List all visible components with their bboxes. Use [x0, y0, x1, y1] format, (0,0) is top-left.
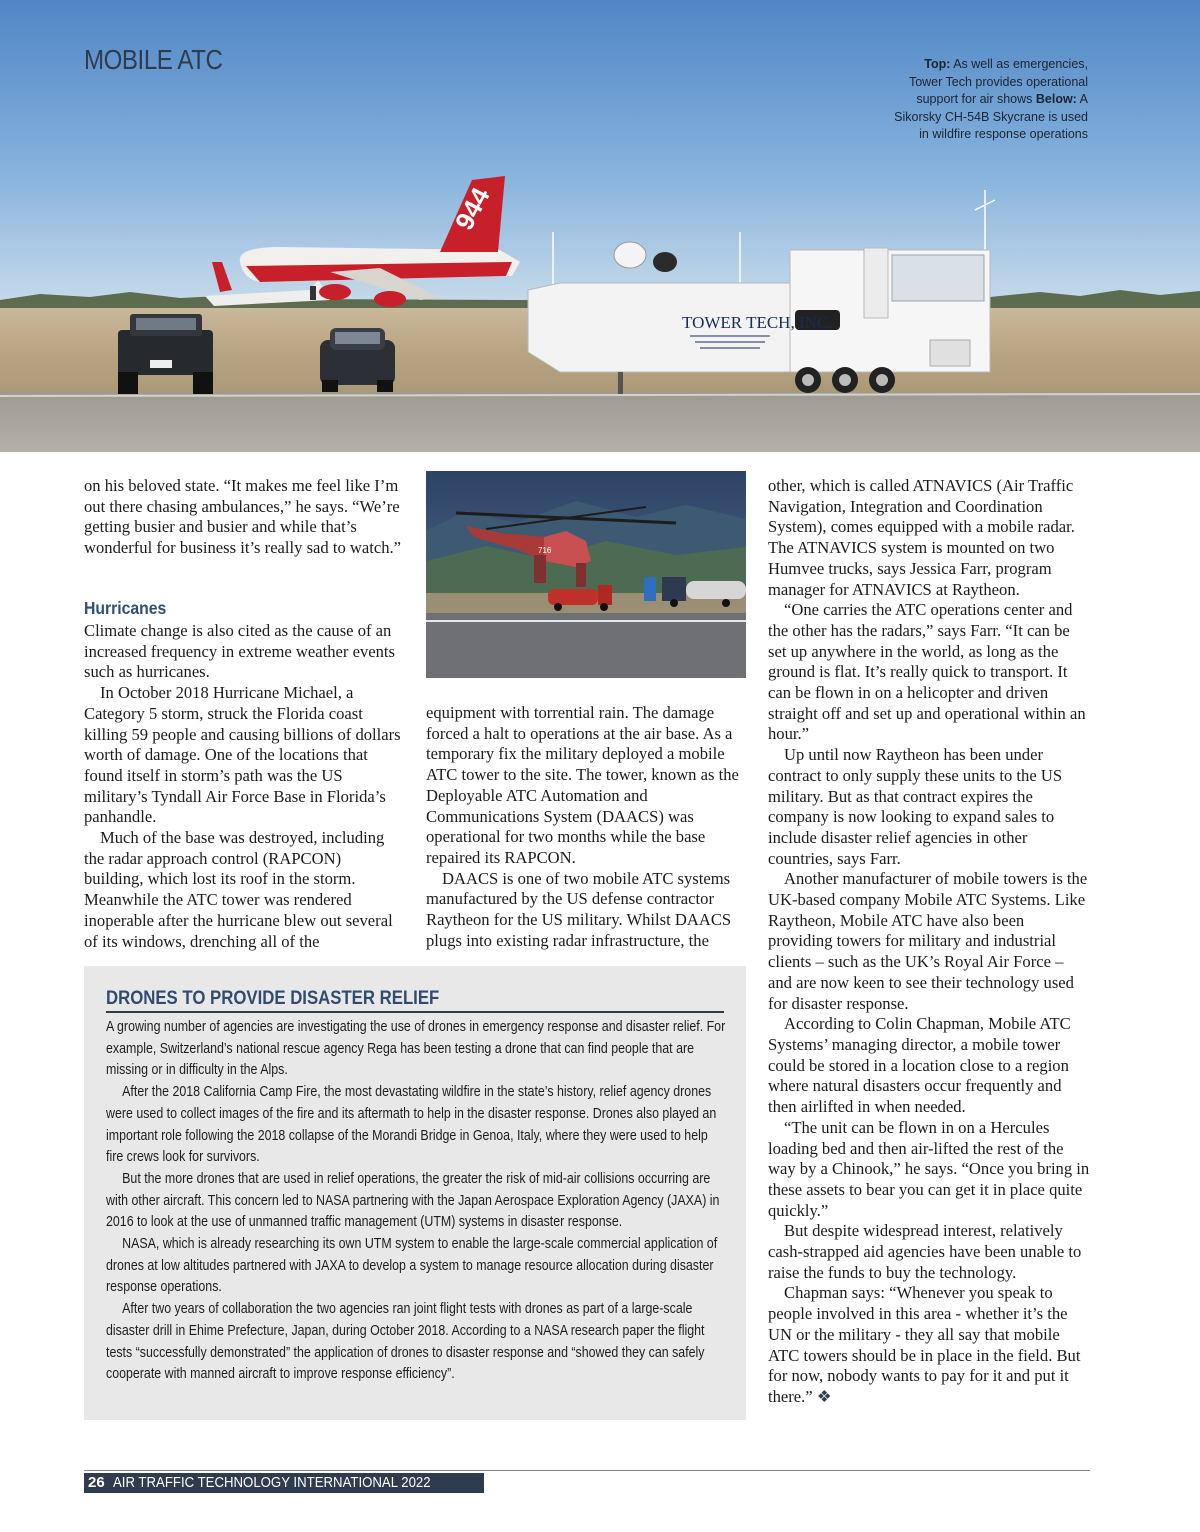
end-mark-icon: ❖	[816, 1386, 832, 1406]
paragraph: According to Colin Chapman, Mobile ATC Systems’ managing director, a mobile tower could be stored in a location close to a region where natural disasters occur frequently and then airlifted in when needed.	[768, 1014, 1071, 1117]
column-1-bottom	[84, 621, 404, 952]
caption-below-text: A Sikorsky CH-54B Skycrane is used in wildfire response operations	[894, 92, 1088, 142]
tail-marking: 716	[538, 546, 552, 555]
satellite-dish	[614, 242, 646, 268]
caption-top-label: Top:	[924, 57, 951, 71]
publication-title: AIR TRAFFIC TECHNOLOGY INTERNATIONAL 2022	[112, 1474, 431, 1491]
paragraph	[768, 1283, 1090, 1407]
sidebar-title	[106, 987, 724, 1013]
paragraph: Another manufacturer of mobile towers is the UK-based company Mobile ATC Systems. Like Raytheon, Mobile ATC have also been providing towers for military and industrial clients – such as the UK’s Royal Air Force – and are now keen to see their technology used for disaster response.	[768, 869, 1088, 1013]
sidebar-body	[106, 1017, 727, 1386]
caption-below-label: Below:	[1035, 92, 1077, 107]
paragraph: After the 2018 California Camp Fire, the most devastating wildfire in the state’s history, relief agency drones were used to collect images of the fire and its aftermath to help in the disaster response. Drones also played an important role following the 2018 collapse of the Morandi Bridge in Genoa, Italy, where they were used to help fire crews look for survivors.	[106, 1084, 717, 1166]
column-1-top	[84, 476, 404, 559]
paragraph: A growing number of agencies are investigating the use of drones in emergency response and disaster relief. For example, Switzerland’s national rescue agency Rega has been testing a drone that can find people that are missing or in difficulty in the Alps.	[106, 1019, 726, 1079]
tail-number: 944	[448, 182, 496, 235]
paragraph: But the more drones that are used in relief operations, the greater the risk of mid-air collisions occurring are with other aircraft. This concern led to NASA partnering with the Japan Aerospace Exploration Agency (JAXA) in 2016 to look at the use of unmanned traffic management (UTM) systems in disaster response.	[106, 1170, 720, 1231]
caption-top-text: As well as emergencies, Tower Tech provides operational support for air shows	[908, 57, 1088, 107]
hero-photo	[0, 0, 1200, 452]
paragraph: NASA, which is already researching its own UTM system to enable the large-scale commercial application of drones at low altitudes partnered with JAXA to develop a system to manage resource allocation during disaster response operations.	[106, 1236, 718, 1296]
subhead-hurricanes: Hurricanes	[84, 598, 167, 618]
footer-rule	[84, 1470, 1090, 1471]
hero-caption	[888, 56, 1088, 144]
paragraph: “One carries the ATC operations center and the other has the radars,” says Farr. “It can be set up anywhere in the world, as long as the ground is flat. It’s really quick to transport. It can be flown in on a helicopter and driven straight off and set up and operational within an hour.”	[768, 600, 1086, 744]
page-number: 26	[88, 1474, 105, 1491]
paragraph: Climate change is also cited as the cause of an increased frequency in extreme weather events such as hurricanes.	[84, 621, 395, 682]
paragraph: But despite widespread interest, relatively cash-strapped aid agencies have been unable to raise the funds to buy the technology.	[768, 1221, 1082, 1282]
section-tag: MOBILE ATC	[84, 44, 223, 75]
paragraph: on his beloved state. “It makes me feel like I’m out there chasing ambulances,” he says. “We’re getting busier and busier and while that’s wonderful for business it’s really sad to watch.”	[84, 476, 402, 558]
footer-bar	[84, 1473, 484, 1493]
paragraph: After two years of collaboration the two agencies ran joint flight tests with drones as part of a large-scale disaster drill in Ehime Prefecture, Japan, during October 2018. According to a NASA research paper the flight tests “successfully demonstrated” the application of drones to disaster response and “showed they can safely cooperate with manned aircraft to improve response efficiency”.	[106, 1301, 705, 1383]
paragraph: Much of the base was destroyed, including the radar approach control (RAPCON) building, which lost its roof in the storm. Meanwhile the ATC tower was rendered inoperable after the hurricane blew out several of its windows, drenching all of the	[84, 828, 393, 951]
paragraph: DAACS is one of two mobile ATC systems manufactured by the US defense contractor Raytheon for the US military. Whilst DAACS plugs into existing radar infrastructure, the	[426, 868, 732, 950]
sedan-car	[320, 328, 395, 392]
column-2	[426, 703, 748, 951]
satellite-dish	[653, 252, 677, 272]
sidebar-box	[84, 966, 746, 1420]
paragraph: equipment with torrential rain. The damage forced a halt to operations at the air base. As a temporary fix the military deployed a mobile ATC tower to the site. The tower, known as the Deployable ATC Automation and Communications System (DAACS) was operational for two months while the base repaired its RAPCON.	[426, 703, 739, 867]
portable-toilet	[644, 577, 656, 601]
trailer-brand: TOWER TECH, INC.	[682, 313, 833, 332]
paragraph: In October 2018 Hurricane Michael, a Category 5 storm, struck the Florida coast killing 59 people and causing billions of dollars worth of damage. One of the locations that found itself in storm’s path was the US military’s Tyndall Air Force Base in Florida’s panhandle.	[84, 683, 401, 827]
helicopter-photo	[426, 471, 746, 678]
paragraph: Up until now Raytheon has been under contract to only supply these units to the US military. But as that contract expires the company is now looking to expand sales to include disaster relief agencies in other countries, says Farr.	[768, 745, 1063, 868]
paragraph: other, which is called ATNAVICS (Air Traffic Navigation, Integration and Coordination System), comes equipped with a mobile radar. The ATNAVICS system is mounted on two Humvee trucks, says Jessica Farr, program manager for ATNAVICS at Raytheon.	[768, 476, 1075, 599]
skycrane-scene	[426, 471, 746, 678]
paragraph-text: Chapman says: “Whenever you speak to people involved in this area - whether it’s the UN or the military - they all say that mobile ATC towers should be in place in the field. But for now, nobody wants to pay for it and put it there.”	[768, 1283, 1081, 1406]
column-3	[768, 476, 1090, 1408]
paragraph: “The unit can be flown in on a Hercules loading bed and then air-lifted the rest of the way by a Chinook,” he says. “Once you bring in these assets to bear you can get it in place quite quickly.”	[768, 1117, 1090, 1220]
sidebar-title-text: DRONES TO PROVIDE DISASTER RELIEF	[106, 987, 440, 1009]
